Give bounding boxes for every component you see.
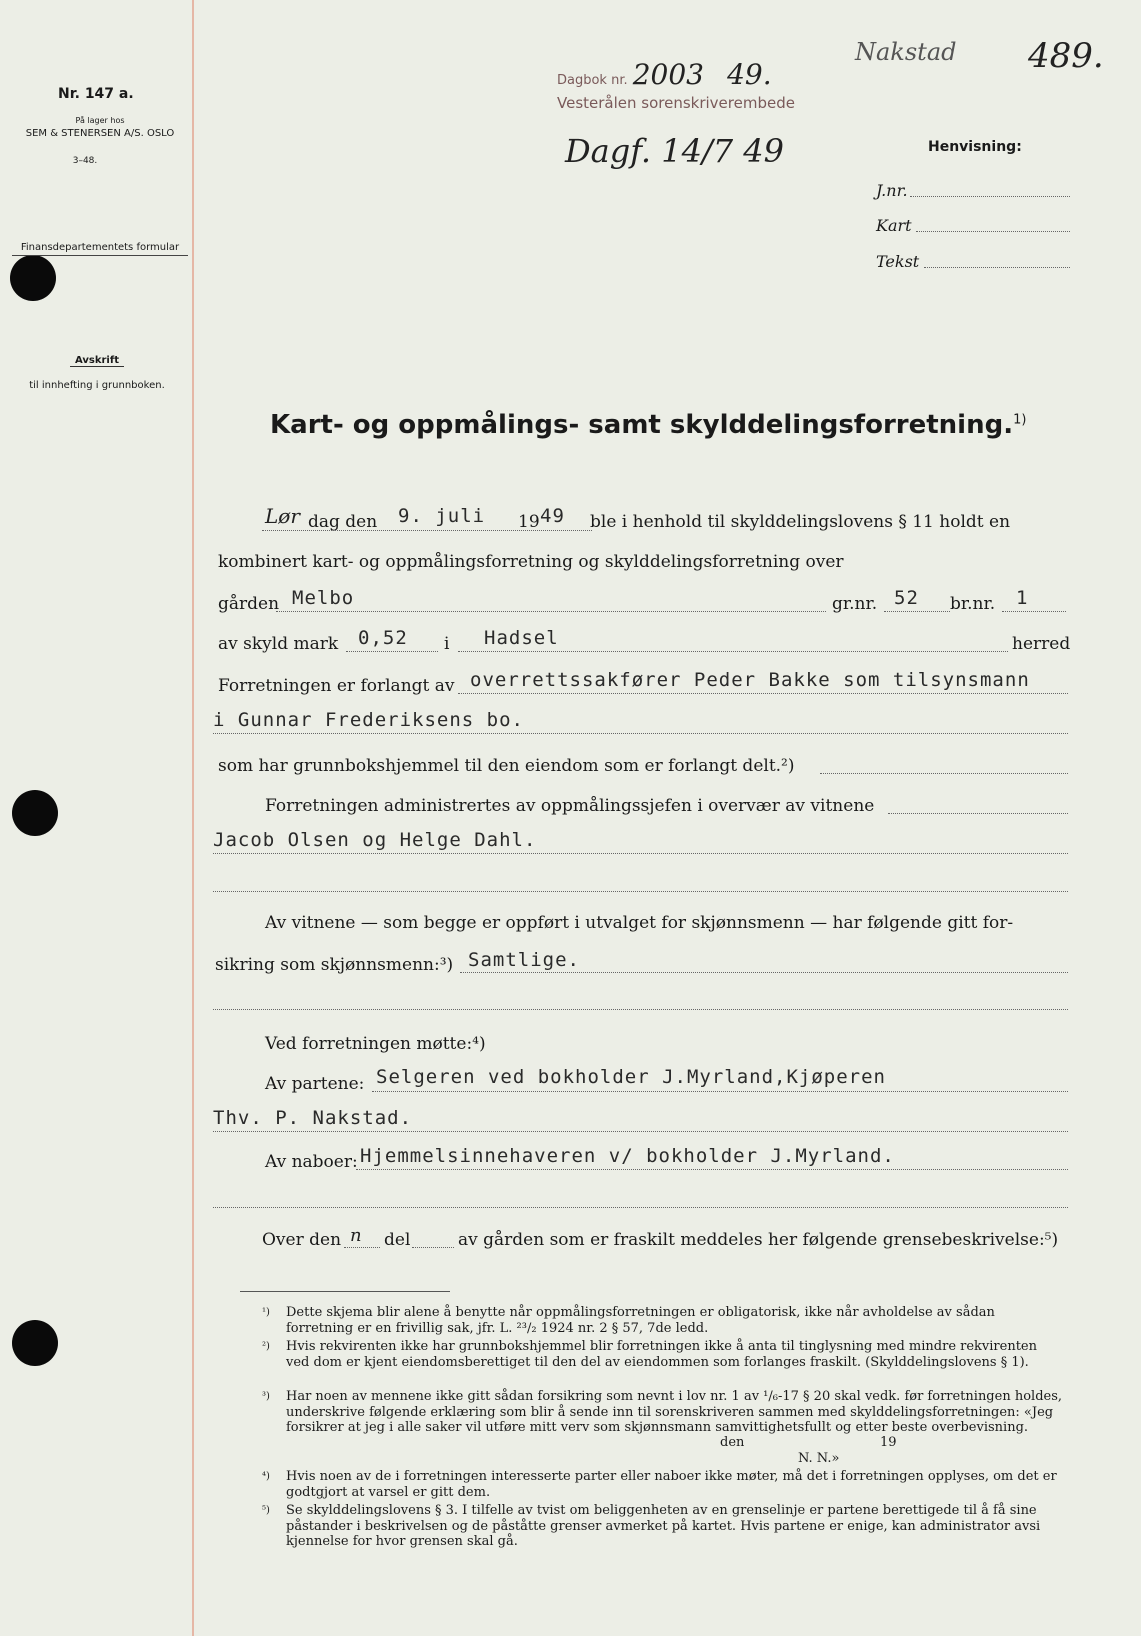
requester-cont: i Gunnar Frederiksens bo.	[213, 709, 524, 731]
footnote-4	[262, 1469, 1064, 1501]
document-title	[270, 410, 1026, 440]
publisher-date: 3–48.	[72, 156, 98, 166]
punch-hole	[12, 790, 58, 836]
farm-line	[276, 611, 826, 612]
footnote-separator	[240, 1291, 450, 1292]
stamp-number: 2003	[632, 58, 704, 91]
boundary-part3: av gården som er fraskilt meddeles her følgende grensebeskrivelse:⁵)	[458, 1230, 1059, 1250]
blank-rule-1	[213, 891, 1068, 892]
stamp-year: 49.	[727, 58, 772, 91]
footnote-3	[262, 1389, 1064, 1466]
skyld-value: 0,52	[358, 627, 408, 649]
footnote-5	[262, 1503, 1064, 1551]
copy-label: Avskrift	[70, 355, 124, 367]
ministry-formular: Finansdepartementets formular	[12, 242, 188, 256]
neighbours-value: Hjemmelsinnehaveren v/ bokholder J.Myrland.	[360, 1145, 895, 1167]
title-text: Kart- og oppmålings- samt skylddelingsforretning.	[270, 410, 1014, 440]
assurance-value: Samtlige.	[468, 949, 580, 971]
line1-rest: ble i henhold til skylddelingslovens § 11 holdt en	[590, 512, 1011, 532]
tekst-line	[924, 267, 1070, 268]
brnr-line	[1002, 611, 1066, 612]
boundary-part2: del	[384, 1230, 411, 1250]
line1-fill	[262, 530, 592, 531]
year-value: 49	[540, 505, 565, 527]
boundary-hand: n	[350, 1225, 362, 1246]
tekst-label: Tekst	[876, 252, 920, 271]
footnote-text: Dette skjema blir alene å benytte når oppmålingsforretningen er obligatorisk, ikke når avholdelse av sådan forretning er en frivillig sak, jfr. L. ²³/₂ 1924 nr. 2 § 57, 7de ledd.	[286, 1305, 995, 1336]
line12-text: Ved forretningen møtte:⁴)	[265, 1034, 486, 1054]
footnote-text: Se skylddelingslovens § 3. I tilfelle av tvist om beliggenheten av en grenselinje er partene berettigede til å få sine påstander i beskrivelsen og de påståtte grenser avmerket på kartet. Hvis partene er enige, kan administrator avsi kjennelse for hvor grensen skal gå.	[286, 1503, 1041, 1549]
blank-rule-2	[213, 1009, 1068, 1010]
grnr-label: gr.nr.	[832, 594, 878, 614]
line8-fill	[888, 813, 1068, 814]
herred-name: Hadsel	[484, 627, 559, 649]
footnote-number: ⁴)	[262, 1471, 270, 1482]
footnote-2	[262, 1339, 1064, 1387]
parties-label: Av partene:	[265, 1074, 365, 1094]
blank-rule-3	[213, 1207, 1068, 1208]
footnote-number: ²)	[262, 1341, 270, 1352]
farm-label: gården	[218, 594, 280, 614]
jnr-line	[910, 196, 1070, 197]
brnr-value: 1	[1016, 587, 1029, 609]
requester-label: Forretningen er forlangt av	[218, 676, 455, 696]
neighbours-line	[356, 1169, 1068, 1170]
neighbours-label: Av naboer:	[265, 1152, 358, 1172]
line8-text: Forretningen administrertes av oppmålingssjefen i overvær av vitnene	[265, 796, 875, 816]
footnote-1	[262, 1305, 1064, 1337]
form-number: Nr. 147 a.	[58, 86, 134, 102]
footnote-number: ¹)	[262, 1307, 270, 1318]
page-number: 489.	[1028, 36, 1104, 76]
punch-hole	[12, 1320, 58, 1366]
brnr-label: br.nr.	[950, 594, 996, 614]
line10-text: Av vitnene — som begge er oppført i utvalget for skjønnsmenn — har følgende gitt for-	[265, 913, 1014, 933]
publisher-line1: På lager hos	[75, 116, 125, 125]
date-value: 9. juli	[398, 505, 486, 527]
footnote-text: Har noen av mennene ikke gitt sådan forsikring som nevnt i lov nr. 1 av ¹/₆-17 § 20 skal vedk. før forretningen holdes, underskrive følgende erklæring som blir å sende inn til sorenskriveren sammen med skylddelingsforretningen: «Jeg forsikrer at jeg i alle saker vil utføre mitt verv som skjønnsmann samvittighetsfullt og etter beste overbevisning.	[286, 1389, 1063, 1435]
parties-cont: Thv. P. Nakstad.	[213, 1107, 413, 1129]
footnote-den: den	[720, 1435, 745, 1450]
handwritten-date: Dagf. 14/7 49	[565, 132, 785, 170]
herred-line	[458, 651, 1008, 652]
requester-line	[458, 693, 1068, 694]
publisher-line2: SEM & STENERSEN A/S. OSLO	[25, 128, 175, 139]
weekday-hand: Lør	[265, 504, 300, 528]
stamp-office: Vesterålen sorenskriverembede	[557, 94, 795, 112]
copy-note: til innhefting i grunnboken.	[29, 380, 165, 391]
boundary-line-a	[344, 1247, 380, 1248]
farm-name: Melbo	[292, 587, 355, 609]
boundary-part1: Over den	[262, 1230, 342, 1250]
jnr-label: J.nr.	[876, 181, 908, 200]
footnote-number: ⁵)	[262, 1505, 270, 1516]
grnr-line	[884, 611, 950, 612]
kart-line	[916, 231, 1070, 232]
kart-label: Kart	[876, 216, 912, 235]
footnote-year: 19	[880, 1435, 897, 1450]
dag-den-label: dag den	[308, 512, 378, 532]
footnote-text: Hvis noen av de i forretningen interesserte parter eller naboer ikke møter, må det i forretningen opplyses, om det er godtgjort at varsel er gitt dem.	[286, 1469, 1057, 1500]
assurance-label: sikring som skjønnsmenn:³)	[215, 955, 454, 975]
line14-rule	[213, 1131, 1068, 1132]
parties-value: Selgeren ved bokholder J.Myrland,Kjøperen	[376, 1066, 886, 1088]
punch-hole	[10, 255, 56, 301]
line9-rule	[213, 853, 1068, 854]
line7-text: som har grunnbokshjemmel til den eiendom som er forlangt delt.²)	[218, 756, 795, 776]
line2-text: kombinert kart- og oppmålingsforretning og skylddelingsforretning over	[218, 552, 844, 572]
footnote-number: ³)	[262, 1391, 270, 1402]
assurance-line	[460, 972, 1068, 973]
journal-stamp	[557, 58, 772, 91]
skyld-label: av skyld mark	[218, 634, 339, 654]
i-label: i	[444, 634, 450, 654]
title-footnote: 1)	[1013, 412, 1027, 428]
footnote-signature: N. N.»	[798, 1451, 840, 1466]
herred-label: herred	[1012, 634, 1071, 654]
reference-title: Henvisning:	[928, 139, 1022, 155]
parties-line	[372, 1091, 1068, 1092]
handwritten-name: Nakstad	[855, 38, 957, 66]
stamp-dagbok: Dagbok nr.	[557, 73, 628, 88]
line7-fill	[820, 773, 1068, 774]
requester-value: overrettssakfører Peder Bakke som tilsynsmann	[470, 669, 1030, 691]
year-prefix: 19	[518, 512, 540, 532]
boundary-line-b	[412, 1247, 454, 1248]
line6-rule	[213, 733, 1068, 734]
skyld-line	[346, 651, 438, 652]
footnote-text: Hvis rekvirenten ikke har grunnbokshjemmel blir forretningen ikke å anta til tinglysning med mindre rekvirenten ved dom er kjent eiendomsberettiget til den del av eiendommen som forlanges fraskilt. (Skylddelingslovens § 1).	[286, 1339, 1037, 1370]
margin-rule	[192, 0, 194, 1636]
grnr-value: 52	[894, 587, 919, 609]
witnesses: Jacob Olsen og Helge Dahl.	[213, 829, 537, 851]
